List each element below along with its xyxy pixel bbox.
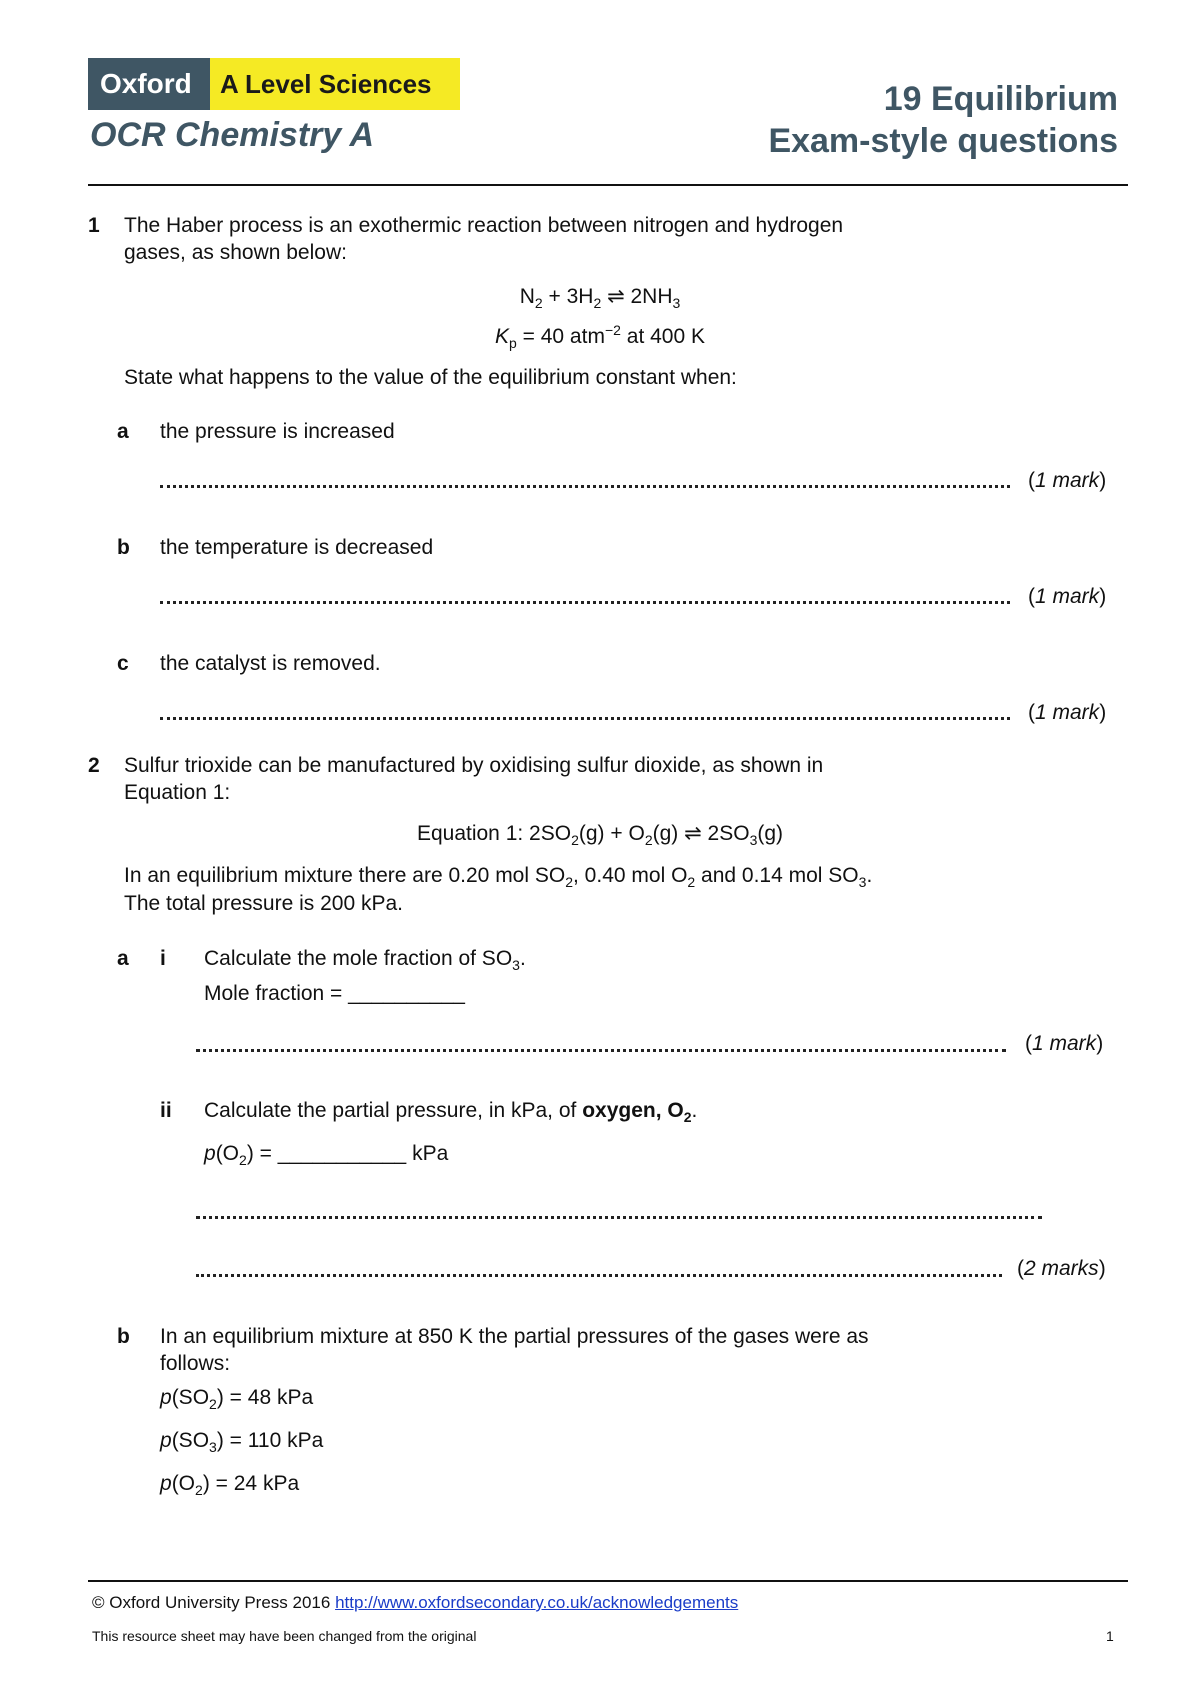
- brand-logo: [88, 58, 460, 110]
- q2b-text-1: In an equilibrium mixture at 850 K the partial pressures of the gases were as: [160, 1325, 869, 1348]
- q1-equation: $N_2 + 3H_2$ ⇌ $2NH_3$: [519, 285, 681, 312]
- q1a-label: a: [117, 420, 129, 443]
- subject-title: OCR Chemistry A: [90, 116, 375, 154]
- q1-kp: $K_p = 40$ atm$^{-2}$ at 400 K: [494, 322, 705, 352]
- q1c-mark: (1 mark): [1028, 701, 1107, 724]
- q1b-text: the temperature is decreased: [160, 536, 434, 559]
- q2b-label: b: [117, 1325, 130, 1348]
- q1c-text: the catalyst is removed.: [160, 652, 381, 675]
- q2b-pp-so3: $p(SO_3) = 110$ kPa: [160, 1429, 324, 1456]
- q2ai-label: i: [160, 947, 166, 970]
- footer-note: This resource sheet may have been changed from the original: [92, 1628, 477, 1644]
- chapter-title: [768, 78, 1118, 162]
- q1-prompt: State what happens to the value of the equilibrium constant when:: [124, 366, 737, 389]
- q1a-answer-line[interactable]: [160, 485, 1010, 488]
- q2aii-mark: (2 marks): [1017, 1257, 1106, 1280]
- q2-intro-2: Equation 1:: [124, 781, 231, 804]
- logo-series: A Level Sciences: [210, 58, 460, 110]
- q2-intro-1: Sulfur trioxide can be manufactured by oxidising sulfur dioxide, as shown in: [124, 754, 824, 777]
- q2ai-mark: (1 mark): [1025, 1032, 1104, 1055]
- footer-copyright: © Oxford University Press 2016 http://www.oxfordsecondary.co.uk/acknowledgements: [92, 1593, 739, 1612]
- q2-mixture: In an equilibrium mixture there are 0.20 mol $SO_2$, 0.40 mol $O_2$ and 0.14 mol $SO_3$.: [124, 864, 873, 891]
- header-rule: [88, 184, 1128, 186]
- q1-number: 1: [88, 214, 100, 237]
- q2ai-text: Calculate the mole fraction of $SO_3$.: [204, 947, 526, 974]
- q2b-pp-so2: $p(SO_2) = 48$ kPa: [160, 1386, 314, 1413]
- q1-intro-1: The Haber process is an exothermic reaction between nitrogen and hydrogen: [124, 214, 844, 237]
- q2ai-answer-line[interactable]: [196, 1049, 1006, 1052]
- q1b-label: b: [117, 536, 130, 559]
- q2ai-mole-fraction[interactable]: Mole fraction = __________: [204, 982, 465, 1005]
- chapter-line-2: Exam-style questions: [768, 122, 1118, 160]
- page-number: 1: [1106, 1628, 1114, 1644]
- q1-kp-temp: at 400 K: [626, 325, 705, 348]
- q2aii-answer-line-2[interactable]: [196, 1274, 1002, 1277]
- q1a-text: the pressure is increased: [160, 420, 395, 443]
- q1a-mark: (1 mark): [1028, 469, 1107, 492]
- q2b-text-2: follows:: [160, 1352, 231, 1375]
- q1-kp-value: = 40 atm: [522, 325, 605, 348]
- q2-total-pressure: The total pressure is 200 kPa.: [124, 892, 403, 915]
- acknowledgements-link[interactable]: http://www.oxfordsecondary.co.uk/acknowledgements: [335, 1593, 739, 1612]
- chapter-line-1: 19 Equilibrium: [883, 80, 1118, 118]
- q1c-label: c: [117, 652, 129, 675]
- q2aii-label: ii: [160, 1099, 172, 1122]
- footer-rule: [88, 1580, 1128, 1582]
- q2aii-answer-line-1[interactable]: [196, 1216, 1042, 1219]
- logo-oxford: Oxford: [88, 58, 210, 110]
- q1b-answer-line[interactable]: [160, 601, 1010, 604]
- q2a-label: a: [117, 947, 129, 970]
- q1b-mark: (1 mark): [1028, 585, 1107, 608]
- q2-equation: Equation 1: $2SO_2(g) + O_2(g)$ ⇌ $2SO_3(g)$: [416, 822, 784, 849]
- q1c-answer-line[interactable]: [160, 717, 1010, 720]
- q1-intro-2: gases, as shown below:: [124, 241, 347, 264]
- q2-number: 2: [88, 754, 100, 777]
- q1-kp-exp: −2: [604, 322, 621, 338]
- q2aii-answer-field[interactable]: $p(O_2)$ = ___________ kPa: [204, 1142, 449, 1169]
- q2b-pp-o2: $p(O_2) = 24$ kPa: [160, 1472, 300, 1499]
- q2aii-text: Calculate the partial pressure, in kPa, of oxygen, $O_2$.: [204, 1099, 698, 1126]
